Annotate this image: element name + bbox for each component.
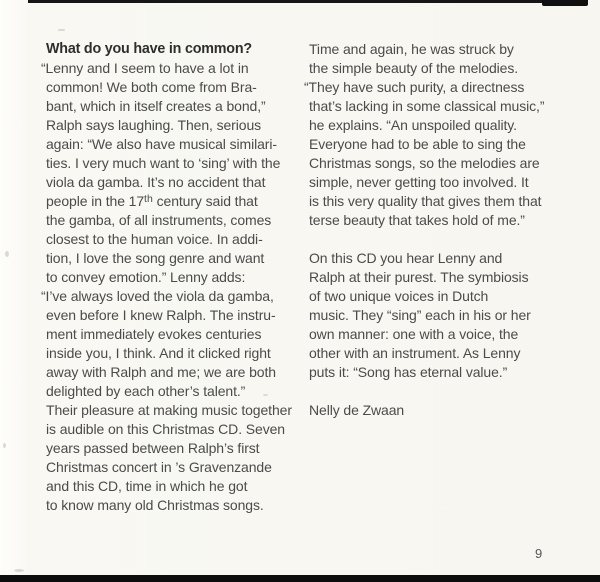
text-line: is audible on this Christmas CD. Seven	[46, 421, 285, 437]
text-line: ties. I very much want to ‘sing’ with the	[46, 155, 281, 171]
scan-speck	[5, 251, 9, 257]
section-heading: What do you have in common?	[46, 41, 252, 57]
text-line: Everyone had to be able to sing the	[309, 136, 526, 152]
text-line: bant, which in itself creates a bond,”	[46, 98, 266, 114]
paragraph-lines-bottom	[41, 211, 292, 515]
text-line: of two unique voices in Dutch	[309, 288, 489, 304]
text-line: “They have such purity, a directness	[304, 79, 525, 95]
text-line: even before I knew Ralph. The instru-	[46, 307, 276, 323]
text-line: viola da gamba. It’s no accident that	[46, 174, 266, 190]
text-line: to know many old Christmas songs.	[46, 497, 264, 513]
sup-line-pre: people in the 17	[46, 193, 145, 209]
text-line: terse beauty that takes hold of me.”	[309, 212, 525, 228]
text-line: Their pleasure at making music together	[46, 402, 292, 418]
text-line: Christmas songs, so the melodies are	[309, 155, 540, 171]
text-line: inside you, I think. And it clicked right	[46, 345, 271, 361]
text-line: puts it: “Song has eternal value.”	[309, 364, 508, 380]
text-line: closest to the human voice. In addi-	[46, 231, 263, 247]
text-line: On this CD you hear Lenny and	[309, 250, 503, 266]
ordinal-superscript: th	[144, 192, 153, 205]
scan-edge-bottom	[0, 575, 600, 582]
sup-line-post: century said that	[152, 193, 258, 209]
paragraph-2	[309, 249, 544, 382]
text-line: common! We both come from Bra-	[46, 79, 257, 95]
left-text-column	[41, 40, 292, 515]
text-line: Ralph at their purest. The symbiosis	[309, 269, 529, 285]
text-line: is this very quality that gives them that	[309, 193, 542, 209]
text-line: delighted by each other’s talent.”	[46, 383, 246, 399]
text-line: that’s lacking in some classical music,”	[309, 98, 545, 114]
text-line: music. They “sing” each in his or her	[309, 307, 531, 323]
text-line: ment immediately evokes centuries	[46, 326, 262, 342]
scan-speck	[14, 569, 24, 572]
text-line: simple, never getting too involved. It	[309, 174, 529, 190]
text-line: own manner: one with a voice, the	[309, 326, 519, 342]
text-line: Christmas concert in ’s Gravenzande	[46, 459, 272, 475]
text-line: “Lenny and I seem to have a lot in	[41, 60, 249, 76]
page-number: 9	[535, 546, 543, 561]
text-line: Time and again, he was struck by	[309, 41, 514, 57]
text-line: the simple beauty of the melodies.	[309, 60, 519, 76]
scan-edge-top	[28, 0, 588, 3]
text-line: he explains. “An unspoiled quality.	[309, 117, 517, 133]
right-text-column	[304, 40, 545, 420]
text-line-with-superscript	[46, 192, 292, 211]
text-line: again: “We also have musical similari-	[46, 136, 277, 152]
text-line: Ralph says laughing. Then, serious	[46, 117, 262, 133]
text-line: years passed between Ralph’s first	[46, 440, 260, 456]
paragraph-1	[304, 40, 545, 230]
text-line: “I’ve always loved the viola da gamba,	[41, 288, 274, 304]
text-line: to convey emotion.” Lenny adds:	[46, 269, 246, 285]
text-line: other with an instrument. As Lenny	[309, 345, 521, 361]
scan-speck	[3, 443, 6, 448]
author-byline: Nelly de Zwaan	[309, 402, 405, 418]
paragraph-lines-top	[41, 59, 292, 192]
text-line: the gamba, of all instruments, comes	[46, 212, 272, 228]
scan-edge-top-blob	[542, 0, 588, 6]
text-line: tion, I love the song genre and want	[46, 250, 265, 266]
scan-speck	[58, 29, 65, 31]
text-line: and this CD, time in which he got	[46, 478, 248, 494]
text-line: away with Ralph and me; we are both	[46, 364, 276, 380]
